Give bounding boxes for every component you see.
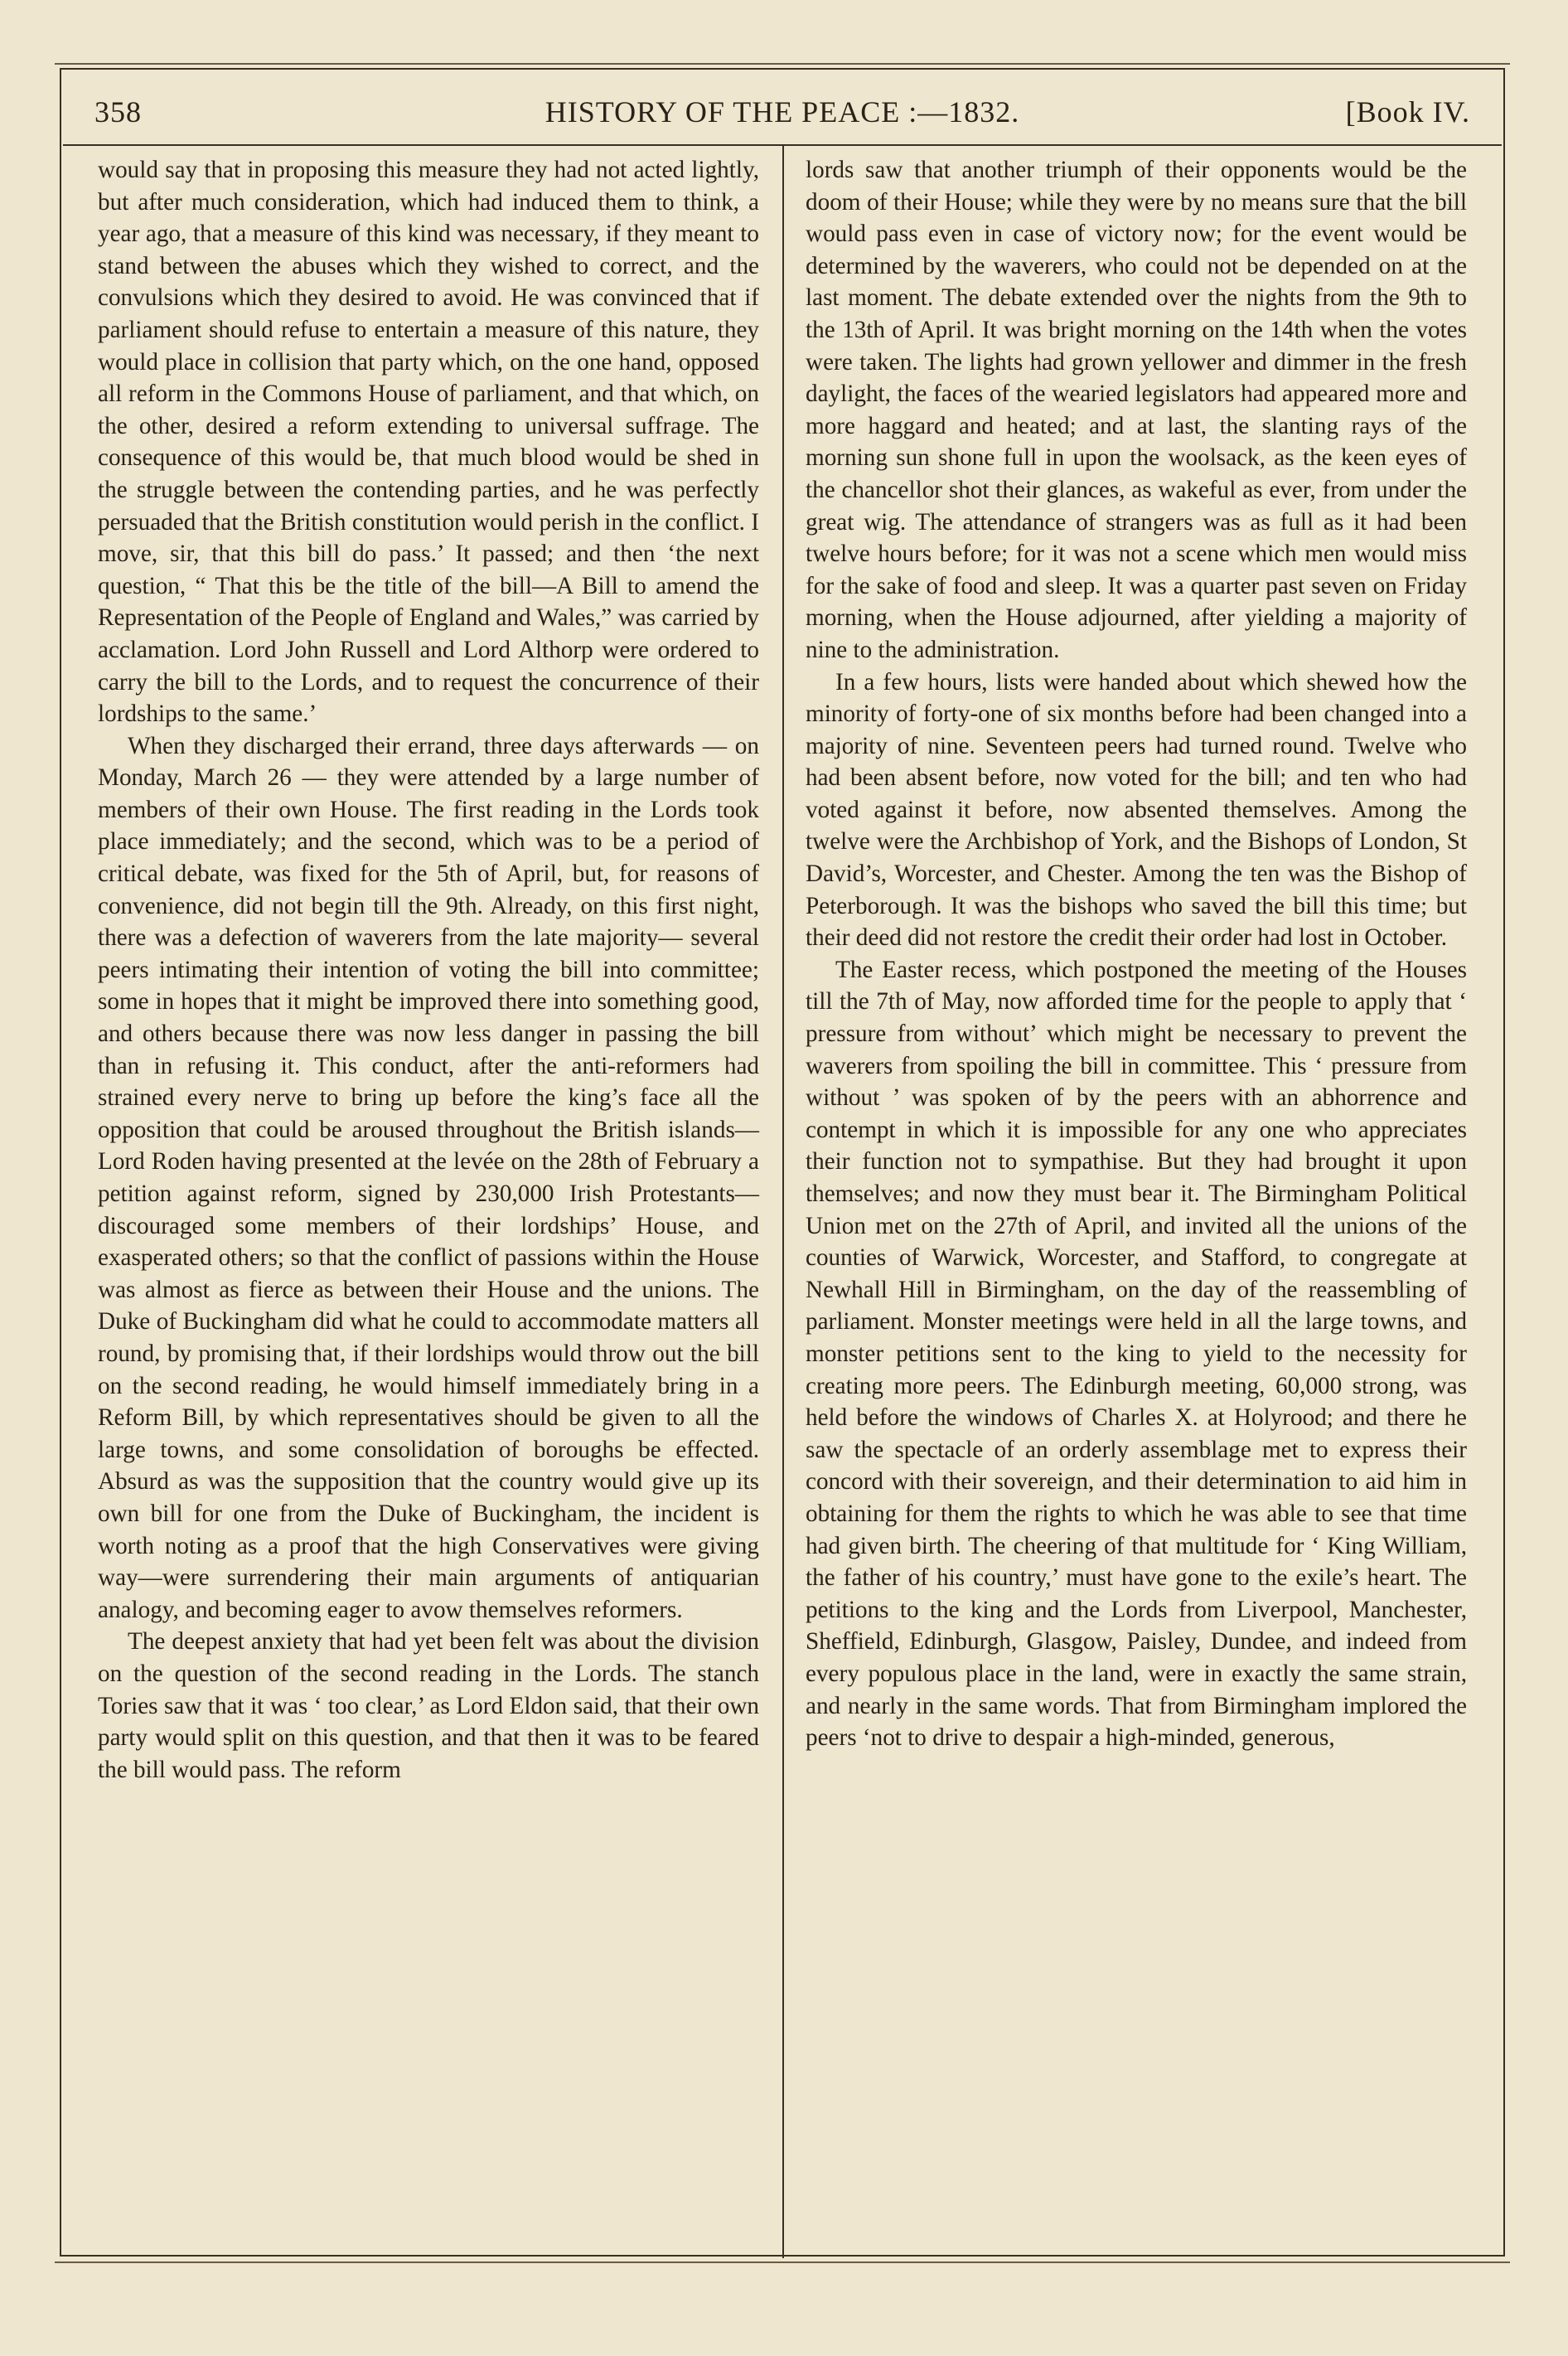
right-column xyxy=(806,154,1467,1754)
paragraph: The Easter recess, which postponed the meeting of the Houses till the 7th of May, now afforded time for the people to apply that ‘ pressure from without’ which might be necessary to prevent the waverers from spoiling the bill in committee. This ‘ pressure from without ’ was spoken of by the peers with an abhorrence and contempt in which it is impossible for any one who appreciates their function not to sympathise. But they had brought it upon themselves; and now they must bear it. The Birmingham Political Union met on the 27th of April, and invited all the unions of the counties of Warwick, Worcester, and Stafford, to congregate at Newhall Hill in Birmingham, on the day of the reassembling of parliament. Monster meetings were held in all the large towns, and monster petitions sent to the king to yield to the necessity for creating more peers. The Edinburgh meeting, 60,000 strong, was held before the windows of Charles X. at Holyrood; and there he saw the spectacle of an orderly assemblage met to express their concord with their sovereign, and their determination to aid him in obtaining for them the rights to which he was able to see that time had given birth. The cheering of that multitude for ‘ King William, the father of his country,’ must have gone to the exile’s heart. The petitions to the king and the Lords from Liverpool, Manchester, Sheffield, Edinburgh, Glasgow, Paisley, Dundee, and indeed from every populous place in the land, were in exactly the same strain, and nearly in the same words. That from Birmingham implored the peers ‘not to drive to despair a high-minded, generous, xyxy=(806,956,1467,1752)
paragraph: would say that in proposing this measure they had not acted lightly, but after much consideration, which had induced them to think, a year ago, that a measure of this kind was necessary, if they meant to stand between the abuses which they wished to correct, and the convulsions which they desired to avoid. He was convinced that if parliament should refuse to entertain a measure of this nature, they would place in collision that party which, on the one hand, opposed all reform in the Commons House of parliament, and that which, on the other, desired a reform extending to universal suffrage. The consequence of this would be, that much blood would be shed in the struggle between the contending parties, and he was perfectly persuaded that the British constitution would perish in the conflict. I move, sir, that this bill do pass.’ It passed; and then ‘the next question, “ That this be the title of the bill—A Bill to amend the Representation of the People of England and Wales,” was carried by acclamation. Lord John Russell and Lord Althorp were ordered to carry the bill to the Lords, and to request the concurrence of their lordships to the same.’ xyxy=(98,157,759,728)
page-number: 358 xyxy=(94,95,142,128)
paragraph: lords saw that another triumph of their opponents would be the doom of their House; while they were by no means sure that the bill would pass even in case of victory now; for the event would be determined by the waverers, who could not be depended on at the last moment. The debate extended over the nights from the 9th to the 13th of April. It was bright morning on the 14th when the votes were taken. The lights had grown yellower and dimmer in the fresh daylight, the faces of the wearied legislators had appeared more and more haggard and heated; and at last, the slanting rays of the morning sun shone full in upon the woolsack, as the keen eyes of the chancellor shot their glances, as wakeful as ever, from under the great wig. The attendance of strangers was as full as it had been twelve hours before; for it was not a scene which men would miss for the sake of food and sleep. It was a quarter past seven on Friday morning, when the House adjourned, after yielding a majority of nine to the administration. xyxy=(806,157,1467,663)
book-label: [Book IV. xyxy=(1345,95,1470,128)
page-edge-bottom xyxy=(55,2261,1510,2263)
running-head xyxy=(94,95,1470,146)
running-title: HISTORY OF THE PEACE :—1832. xyxy=(544,95,1020,128)
page-edge-top xyxy=(55,63,1510,65)
column-divider xyxy=(782,146,784,2258)
paragraph: The deepest anxiety that had yet been felt was about the division on the question of the second reading in the Lords. The stanch Tories saw that it was ‘ too clear,’ as Lord Eldon said, that their own party would split on this question, and that then it was to be feared the bill would pass. The reform xyxy=(98,1628,759,1783)
book-page xyxy=(60,68,1505,2257)
left-column xyxy=(98,154,759,1786)
paragraph: When they discharged their errand, three days afterwards — on Monday, March 26 — they were attended by a large number of members of their own House. The first reading in the Lords took place immediately; and the second, which was to be a period of critical debate, was fixed for the 5th of April, but, for reasons of convenience, did not begin till the 9th. Already, on this first night, there was a defection of waverers from the late majority— several peers intimating their intention of voting the bill into committee; some in hopes that it might be improved there into something good, and others because there was now less danger in passing the bill than in refusing it. This conduct, after the anti-reformers had strained every nerve to bring up before the king’s face all the opposition that could be aroused throughout the British islands—Lord Roden having presented at the levée on the 28th of February a petition against reform, signed by 230,000 Irish Protestants—discouraged some members of their lordships’ House, and exasperated others; so that the conflict of passions within the House was almost as fierce as between their House and the unions. The Duke of Buckingham did what he could to accommodate matters all round, by promising that, if their lordships would throw out the bill on the second reading, he would himself immediately bring in a Reform Bill, by which representatives should be given to all the large towns, and some consolidation of boroughs be effected. Absurd as was the supposition that the country would give up its own bill for one from the Duke of Buckingham, the incident is worth noting as a proof that the high Conservatives were giving way—were surrendering their main arguments of antiquarian analogy, and becoming eager to avow themselves reformers. xyxy=(98,732,759,1623)
paragraph: In a few hours, lists were handed about which shewed how the minority of forty-one of six months before had been changed into a majority of nine. Seventeen peers had turned round. Twelve who had been absent before, now voted for the bill; and ten who had voted against it before, now absented themselves. Among the twelve were the Archbishop of York, and the Bishops of London, St David’s, Worcester, and Chester. Among the ten was the Bishop of Peterborough. It was the bishops who saved the bill this time; but their deed did not restore the credit their order had lost in October. xyxy=(806,668,1467,952)
